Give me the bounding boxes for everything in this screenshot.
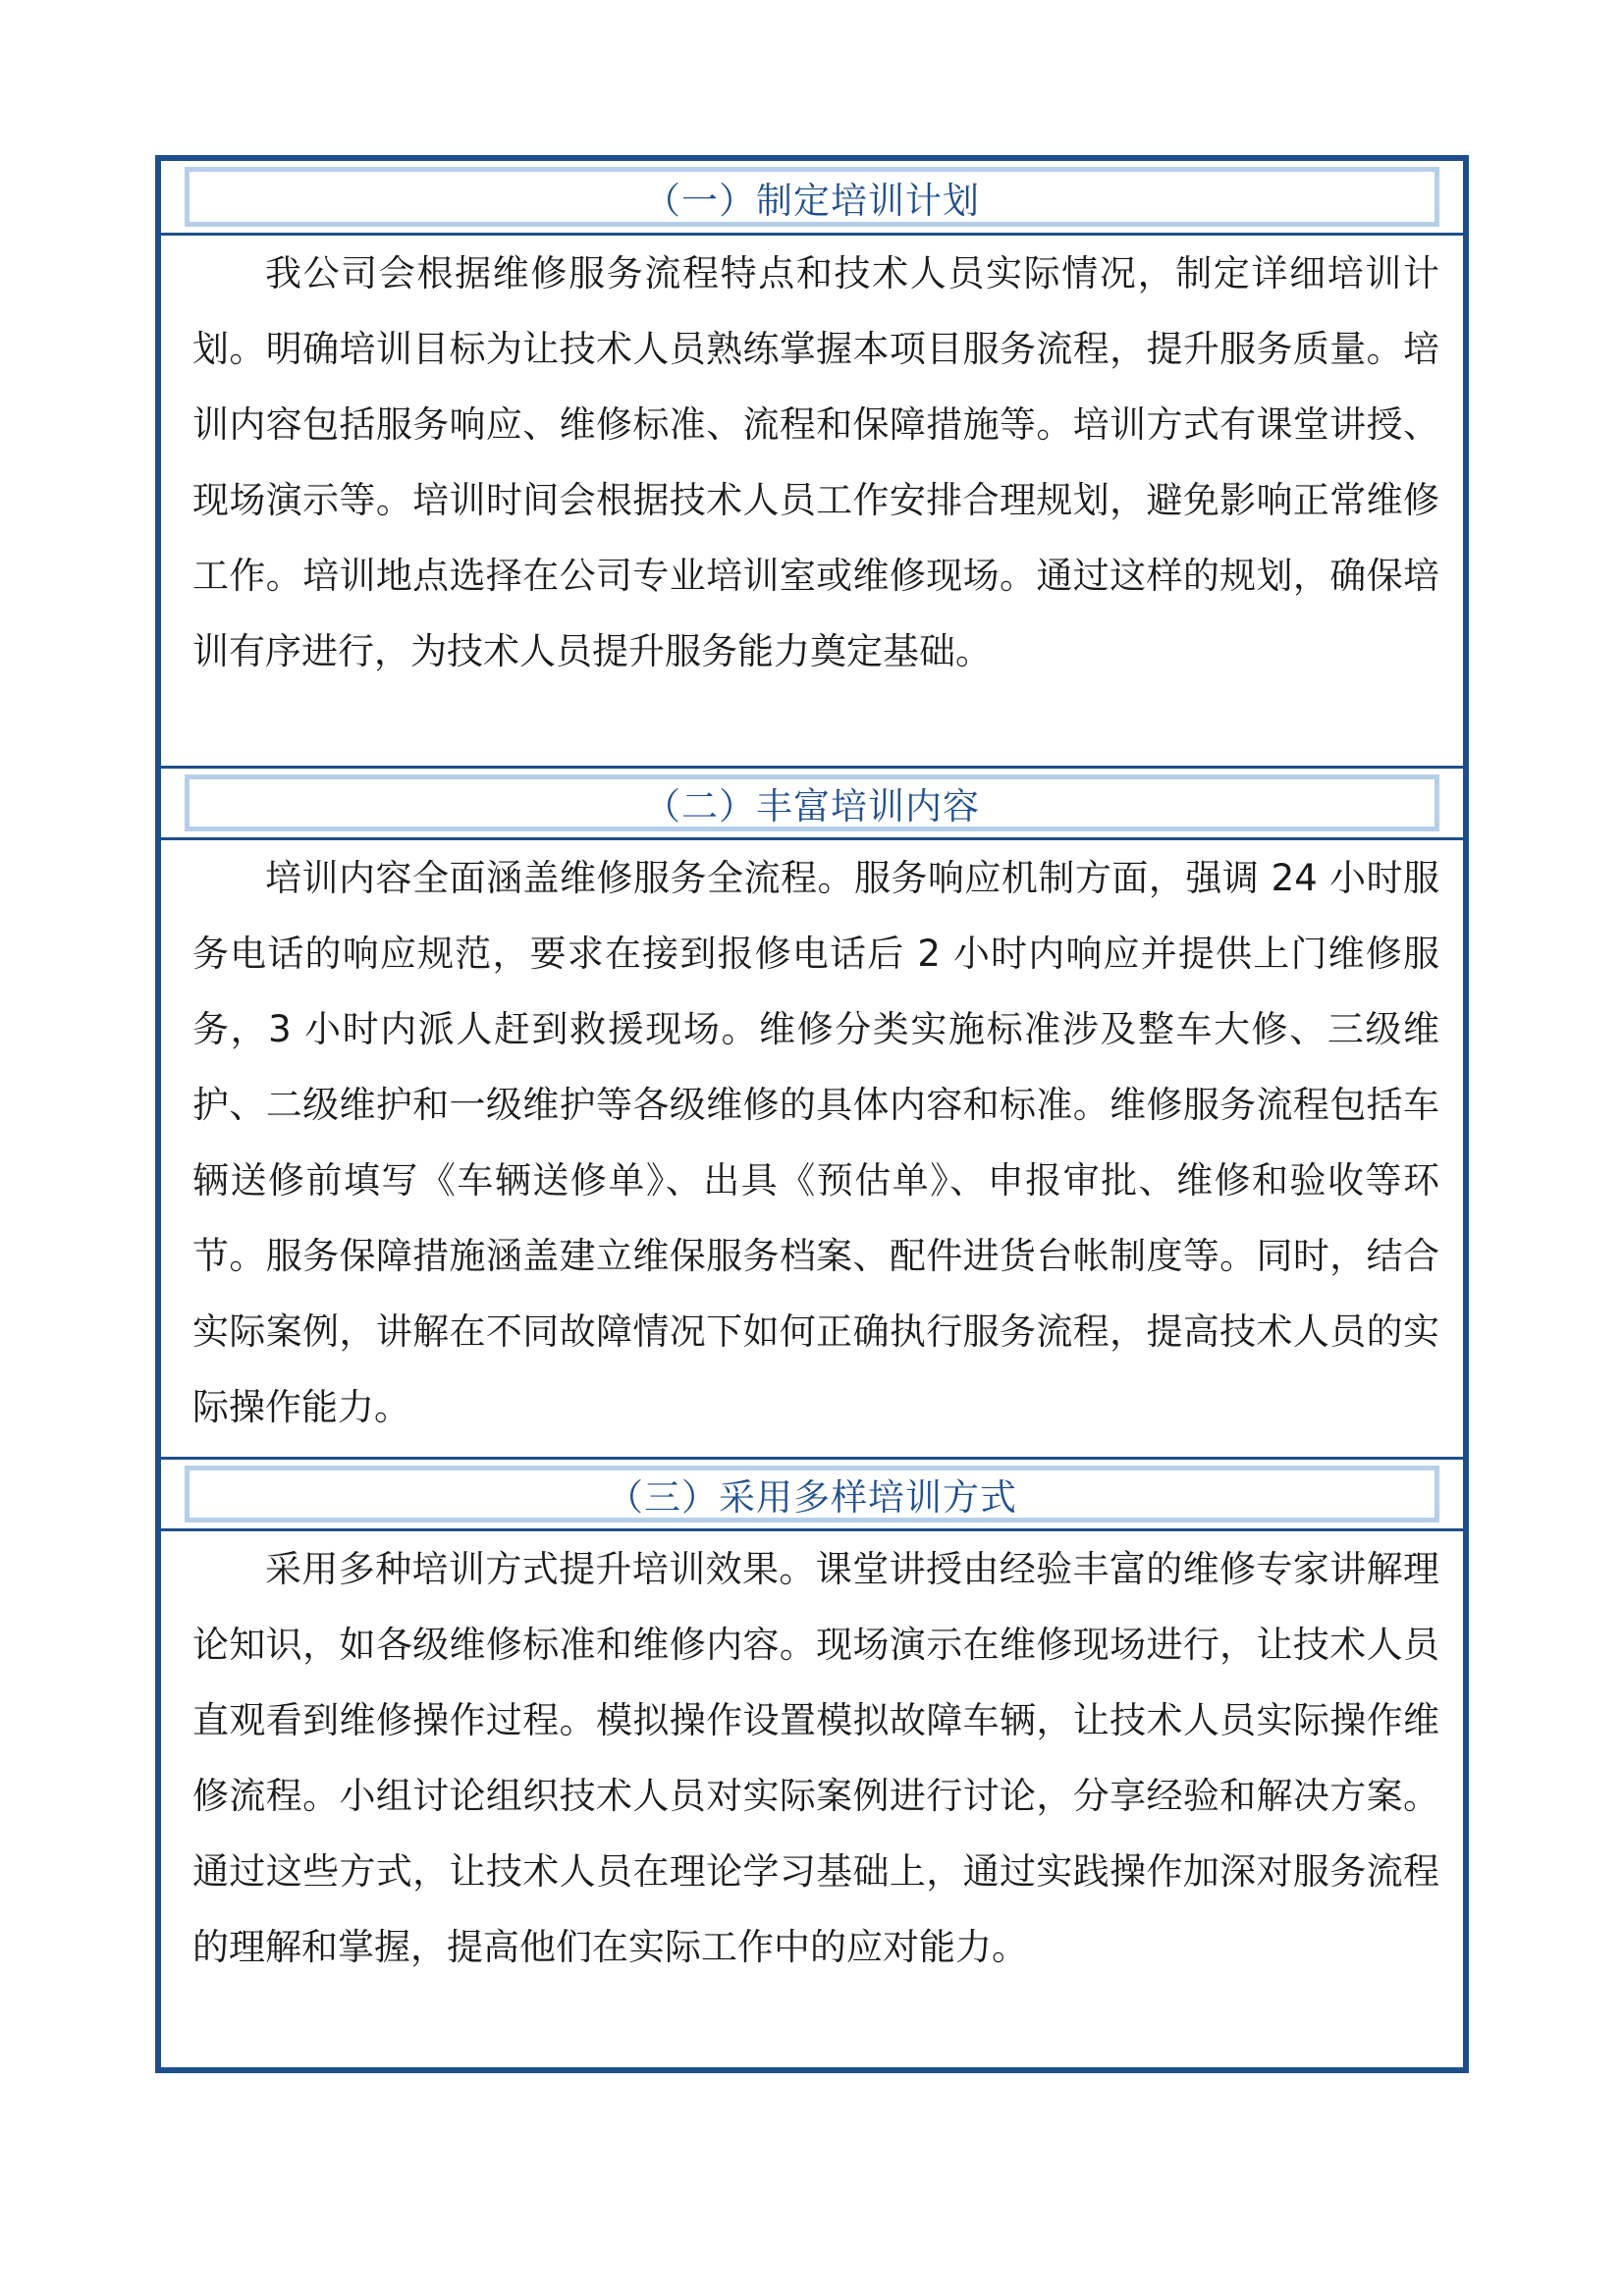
section-3-heading: （三）采用多样培训方式 <box>607 1476 1017 1519</box>
section-1-heading: （一）制定培训计划 <box>644 179 980 222</box>
section-3-header-band <box>185 1466 1439 1522</box>
section-1-header <box>161 161 1463 236</box>
section-2-heading: （二）丰富培训内容 <box>644 785 980 828</box>
section-1-body <box>161 236 1463 766</box>
section-1-header-band <box>185 167 1439 227</box>
section-2-header <box>161 766 1463 840</box>
section-3-paragraph: 采用多种培训方式提升培训效果。课堂讲授由经验丰富的维修专家讲解理论知识，如各级维修标准和维修内容。现场演示在维修现场进行，让技术人员直观看到维修操作过程。模拟操作设置模拟故障车辆，让技术人员实际操作维修流程。小组讨论组织技术人员对实际案例进行讨论，分享经验和解决方案。通过这些方式，让技术人员在理论学习基础上，通过实践操作加深对服务流程的理解和掌握，提高他们在实际工作中的应对能力。 <box>192 1548 1439 1968</box>
section-2-body <box>161 840 1463 1457</box>
section-3-header <box>161 1457 1463 1531</box>
section-3-body <box>161 1531 1463 2067</box>
training-plan-table <box>155 155 1469 2073</box>
section-2-paragraph: 培训内容全面涵盖维修服务全流程。服务响应机制方面，强调 24 小时服务电话的响应规范，要求在接到报修电话后 2 小时内响应并提供上门维修服务，3 小时内派人赶到救援现场。维修分类实施标准涉及整车大修、三级维护、二级维护和一级维护等各级维修的具体内容和标准。维修服务流程包括车辆送修前填写《车辆送修单》、出具《预估单》、申报审批、维修和验收等环节。服务保障措施涵盖建立维保服务档案、配件进货台帐制度等。同时，结合实际案例，讲解在不同故障情况下如何正确执行服务流程，提高技术人员的实际操作能力。 <box>192 857 1439 1428</box>
section-2-header-band <box>185 774 1439 831</box>
section-1-paragraph: 我公司会根据维修服务流程特点和技术人员实际情况，制定详细培训计划。明确培训目标为让技术人员熟练掌握本项目服务流程，提升服务质量。培训内容包括服务响应、维修标准、流程和保障措施等。培训方式有课堂讲授、现场演示等。培训时间会根据技术人员工作安排合理规划，避免影响正常维修工作。培训地点选择在公司专业培训室或维修现场。通过这样的规划，确保培训有序进行，为技术人员提升服务能力奠定基础。 <box>192 252 1439 672</box>
